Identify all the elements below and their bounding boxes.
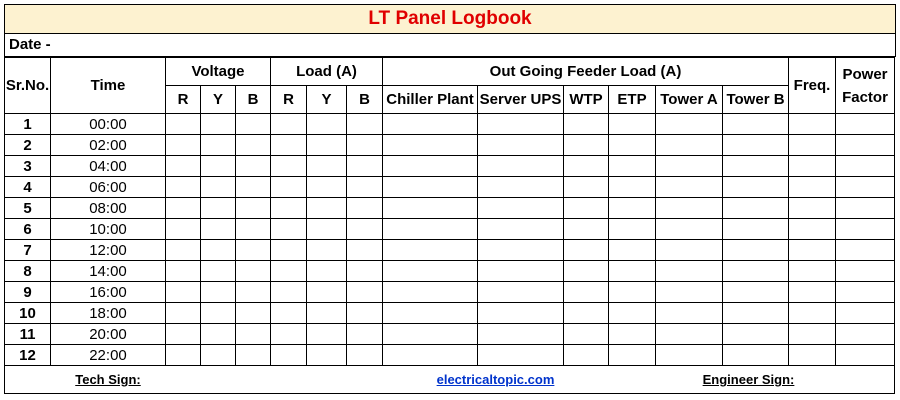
entry-cell[interactable] [271, 156, 307, 177]
table-row [5, 282, 895, 303]
entry-cell[interactable] [478, 135, 564, 156]
entry-cell[interactable] [236, 177, 271, 198]
entry-cell[interactable] [383, 240, 478, 261]
row-number: 7 [5, 240, 51, 261]
date-field[interactable]: Date - [4, 33, 896, 57]
entry-cell[interactable] [564, 324, 609, 345]
entry-cell[interactable] [201, 240, 236, 261]
entry-cell[interactable] [383, 198, 478, 219]
row-number: 10 [5, 303, 51, 324]
entry-cell[interactable] [166, 282, 201, 303]
entry-cell[interactable] [836, 198, 895, 219]
logbook-sheet [4, 4, 896, 396]
header-load-r: R [271, 86, 307, 114]
entry-cell[interactable] [201, 345, 236, 366]
entry-cell[interactable] [478, 324, 564, 345]
entry-cell[interactable] [789, 240, 836, 261]
entry-cell[interactable] [347, 135, 383, 156]
entry-cell[interactable] [236, 303, 271, 324]
entry-cell[interactable] [609, 135, 656, 156]
row-time: 04:00 [51, 156, 166, 177]
row-time: 06:00 [51, 177, 166, 198]
entry-cell[interactable] [383, 156, 478, 177]
entry-cell[interactable] [478, 303, 564, 324]
entry-cell[interactable] [271, 240, 307, 261]
entry-cell[interactable] [383, 345, 478, 366]
entry-cell[interactable] [564, 303, 609, 324]
entry-cell[interactable] [347, 114, 383, 135]
entry-cell[interactable] [166, 324, 201, 345]
entry-cell[interactable] [347, 324, 383, 345]
entry-cell[interactable] [789, 135, 836, 156]
website-cell [383, 366, 609, 394]
entry-cell[interactable] [723, 303, 789, 324]
table-row [5, 219, 895, 240]
entry-cell[interactable] [609, 198, 656, 219]
entry-cell[interactable] [836, 135, 895, 156]
entry-cell[interactable] [236, 345, 271, 366]
entry-cell[interactable] [656, 261, 723, 282]
entry-cell[interactable] [271, 177, 307, 198]
header-load-b: B [347, 86, 383, 114]
entry-cell[interactable] [656, 324, 723, 345]
entry-cell[interactable] [789, 156, 836, 177]
entry-cell[interactable] [201, 114, 236, 135]
entry-cell[interactable] [201, 261, 236, 282]
entry-cell[interactable] [347, 261, 383, 282]
entry-cell[interactable] [836, 177, 895, 198]
entry-cell[interactable] [564, 135, 609, 156]
entry-cell[interactable] [307, 114, 347, 135]
entry-cell[interactable] [836, 303, 895, 324]
entry-cell[interactable] [166, 198, 201, 219]
entry-cell[interactable] [383, 114, 478, 135]
entry-cell[interactable] [836, 240, 895, 261]
entry-cell[interactable] [236, 156, 271, 177]
row-number: 9 [5, 282, 51, 303]
entry-cell[interactable] [347, 345, 383, 366]
entry-cell[interactable] [271, 324, 307, 345]
entry-cell[interactable] [271, 135, 307, 156]
entry-cell[interactable] [307, 219, 347, 240]
entry-cell[interactable] [723, 324, 789, 345]
header-load: Load (A) [271, 58, 383, 86]
entry-cell[interactable] [656, 219, 723, 240]
row-time: 20:00 [51, 324, 166, 345]
entry-cell[interactable] [609, 177, 656, 198]
entry-cell[interactable] [271, 219, 307, 240]
entry-cell[interactable] [656, 114, 723, 135]
header-time: Time [51, 58, 166, 114]
table-row [5, 198, 895, 219]
header-feeder-tower-a: Tower A [656, 86, 723, 114]
entry-cell[interactable] [723, 240, 789, 261]
entry-cell[interactable] [656, 345, 723, 366]
entry-cell[interactable] [201, 177, 236, 198]
entry-cell[interactable] [656, 240, 723, 261]
entry-cell[interactable] [383, 324, 478, 345]
row-time: 18:00 [51, 303, 166, 324]
entry-cell[interactable] [347, 177, 383, 198]
entry-cell[interactable] [789, 324, 836, 345]
entry-cell[interactable] [836, 282, 895, 303]
entry-cell[interactable] [478, 282, 564, 303]
entry-cell[interactable] [609, 324, 656, 345]
entry-cell[interactable] [166, 345, 201, 366]
entry-cell[interactable] [383, 177, 478, 198]
header-power-factor-line1: Power [842, 65, 888, 83]
row-time: 08:00 [51, 198, 166, 219]
entry-cell[interactable] [271, 303, 307, 324]
entry-cell[interactable] [307, 345, 347, 366]
tech-sign-label: Tech Sign: [51, 366, 166, 394]
row-time: 10:00 [51, 219, 166, 240]
entry-cell[interactable] [836, 114, 895, 135]
header-feeder-chiller: Chiller Plant [383, 86, 478, 114]
entry-cell[interactable] [478, 198, 564, 219]
entry-cell[interactable] [723, 345, 789, 366]
entry-cell[interactable] [166, 240, 201, 261]
entry-cell[interactable] [836, 324, 895, 345]
row-number: 8 [5, 261, 51, 282]
entry-cell[interactable] [656, 177, 723, 198]
entry-cell[interactable] [836, 261, 895, 282]
table-row [5, 261, 895, 282]
entry-cell[interactable] [307, 177, 347, 198]
entry-cell[interactable] [478, 261, 564, 282]
entry-cell[interactable] [478, 177, 564, 198]
entry-cell[interactable] [166, 261, 201, 282]
row-time: 12:00 [51, 240, 166, 261]
entry-cell[interactable] [564, 219, 609, 240]
entry-cell[interactable] [383, 135, 478, 156]
log-body [5, 114, 895, 366]
entry-cell[interactable] [656, 282, 723, 303]
entry-cell[interactable] [564, 261, 609, 282]
website-link[interactable]: electricaltopic.com [436, 372, 555, 387]
entry-cell[interactable] [166, 135, 201, 156]
entry-cell[interactable] [236, 282, 271, 303]
header-srno: Sr.No. [5, 58, 51, 114]
entry-cell[interactable] [789, 219, 836, 240]
header-feeder-server-ups: Server UPS [478, 86, 564, 114]
entry-cell[interactable] [347, 219, 383, 240]
entry-cell[interactable] [656, 303, 723, 324]
entry-cell[interactable] [201, 303, 236, 324]
entry-cell[interactable] [201, 324, 236, 345]
entry-cell[interactable] [236, 114, 271, 135]
footer-spacer [5, 366, 51, 394]
entry-cell[interactable] [564, 114, 609, 135]
entry-cell[interactable] [383, 303, 478, 324]
entry-cell[interactable] [347, 282, 383, 303]
entry-cell[interactable] [836, 345, 895, 366]
entry-cell[interactable] [166, 114, 201, 135]
entry-cell[interactable] [564, 156, 609, 177]
entry-cell[interactable] [166, 177, 201, 198]
table-row [5, 135, 895, 156]
row-number: 12 [5, 345, 51, 366]
table-row [5, 240, 895, 261]
entry-cell[interactable] [478, 219, 564, 240]
row-time: 16:00 [51, 282, 166, 303]
entry-cell[interactable] [201, 135, 236, 156]
table-row [5, 177, 895, 198]
row-number: 5 [5, 198, 51, 219]
entry-cell[interactable] [236, 324, 271, 345]
header-voltage-b: B [236, 86, 271, 114]
entry-cell[interactable] [166, 156, 201, 177]
row-number: 2 [5, 135, 51, 156]
entry-cell[interactable] [236, 198, 271, 219]
entry-cell[interactable] [307, 240, 347, 261]
header-power-factor-line2: Factor [842, 88, 888, 106]
entry-cell[interactable] [789, 303, 836, 324]
entry-cell[interactable] [478, 240, 564, 261]
log-table [4, 57, 895, 394]
row-number: 1 [5, 114, 51, 135]
entry-cell[interactable] [789, 198, 836, 219]
entry-cell[interactable] [723, 135, 789, 156]
row-time: 00:00 [51, 114, 166, 135]
row-number: 6 [5, 219, 51, 240]
entry-cell[interactable] [347, 303, 383, 324]
table-row [5, 303, 895, 324]
entry-cell[interactable] [166, 219, 201, 240]
header-feeder-tower-b: Tower B [723, 86, 789, 114]
entry-cell[interactable] [307, 135, 347, 156]
entry-cell[interactable] [609, 114, 656, 135]
page-title: LT Panel Logbook [4, 4, 896, 34]
row-number: 3 [5, 156, 51, 177]
entry-cell[interactable] [723, 198, 789, 219]
entry-cell[interactable] [383, 282, 478, 303]
entry-cell[interactable] [347, 156, 383, 177]
row-time: 02:00 [51, 135, 166, 156]
row-number: 4 [5, 177, 51, 198]
header-voltage: Voltage [166, 58, 271, 86]
header-load-y: Y [307, 86, 347, 114]
entry-cell[interactable] [564, 345, 609, 366]
entry-cell[interactable] [789, 261, 836, 282]
entry-cell[interactable] [723, 282, 789, 303]
row-time: 22:00 [51, 345, 166, 366]
entry-cell[interactable] [383, 219, 478, 240]
table-row [5, 345, 895, 366]
entry-cell[interactable] [347, 240, 383, 261]
entry-cell[interactable] [201, 156, 236, 177]
entry-cell[interactable] [478, 156, 564, 177]
entry-cell[interactable] [564, 282, 609, 303]
entry-cell[interactable] [609, 303, 656, 324]
entry-cell[interactable] [201, 219, 236, 240]
entry-cell[interactable] [609, 219, 656, 240]
engineer-sign-label: Engineer Sign: [656, 366, 836, 394]
entry-cell[interactable] [478, 345, 564, 366]
entry-cell[interactable] [609, 345, 656, 366]
entry-cell[interactable] [201, 282, 236, 303]
entry-cell[interactable] [609, 156, 656, 177]
entry-cell[interactable] [723, 177, 789, 198]
entry-cell[interactable] [236, 135, 271, 156]
entry-cell[interactable] [478, 114, 564, 135]
entry-cell[interactable] [271, 345, 307, 366]
entry-cell[interactable] [236, 219, 271, 240]
entry-cell[interactable] [271, 282, 307, 303]
entry-cell[interactable] [836, 219, 895, 240]
entry-cell[interactable] [236, 261, 271, 282]
entry-cell[interactable] [609, 240, 656, 261]
header-freq: Freq. [789, 58, 836, 114]
entry-cell[interactable] [656, 156, 723, 177]
entry-cell[interactable] [564, 177, 609, 198]
table-row [5, 324, 895, 345]
entry-cell[interactable] [656, 198, 723, 219]
entry-cell[interactable] [723, 114, 789, 135]
row-time: 14:00 [51, 261, 166, 282]
header-voltage-y: Y [201, 86, 236, 114]
entry-cell[interactable] [347, 198, 383, 219]
entry-cell[interactable] [201, 198, 236, 219]
entry-cell[interactable] [271, 198, 307, 219]
entry-cell[interactable] [307, 324, 347, 345]
entry-cell[interactable] [307, 261, 347, 282]
header-power-factor [836, 58, 895, 114]
table-row [5, 114, 895, 135]
header-feeder-etp: ETP [609, 86, 656, 114]
entry-cell[interactable] [383, 261, 478, 282]
entry-cell[interactable] [271, 261, 307, 282]
header-voltage-r: R [166, 86, 201, 114]
entry-cell[interactable] [166, 303, 201, 324]
entry-cell[interactable] [723, 261, 789, 282]
entry-cell[interactable] [789, 177, 836, 198]
entry-cell[interactable] [723, 219, 789, 240]
entry-cell[interactable] [609, 261, 656, 282]
entry-cell[interactable] [307, 198, 347, 219]
row-number: 11 [5, 324, 51, 345]
entry-cell[interactable] [609, 282, 656, 303]
entry-cell[interactable] [307, 303, 347, 324]
entry-cell[interactable] [723, 156, 789, 177]
entry-cell[interactable] [564, 240, 609, 261]
entry-cell[interactable] [789, 114, 836, 135]
entry-cell[interactable] [564, 198, 609, 219]
entry-cell[interactable] [236, 240, 271, 261]
entry-cell[interactable] [656, 135, 723, 156]
entry-cell[interactable] [271, 114, 307, 135]
entry-cell[interactable] [307, 156, 347, 177]
header-feeder-load: Out Going Feeder Load (A) [383, 58, 789, 86]
entry-cell[interactable] [789, 282, 836, 303]
entry-cell[interactable] [789, 345, 836, 366]
entry-cell[interactable] [836, 156, 895, 177]
entry-cell[interactable] [307, 282, 347, 303]
header-feeder-wtp: WTP [564, 86, 609, 114]
table-row [5, 156, 895, 177]
